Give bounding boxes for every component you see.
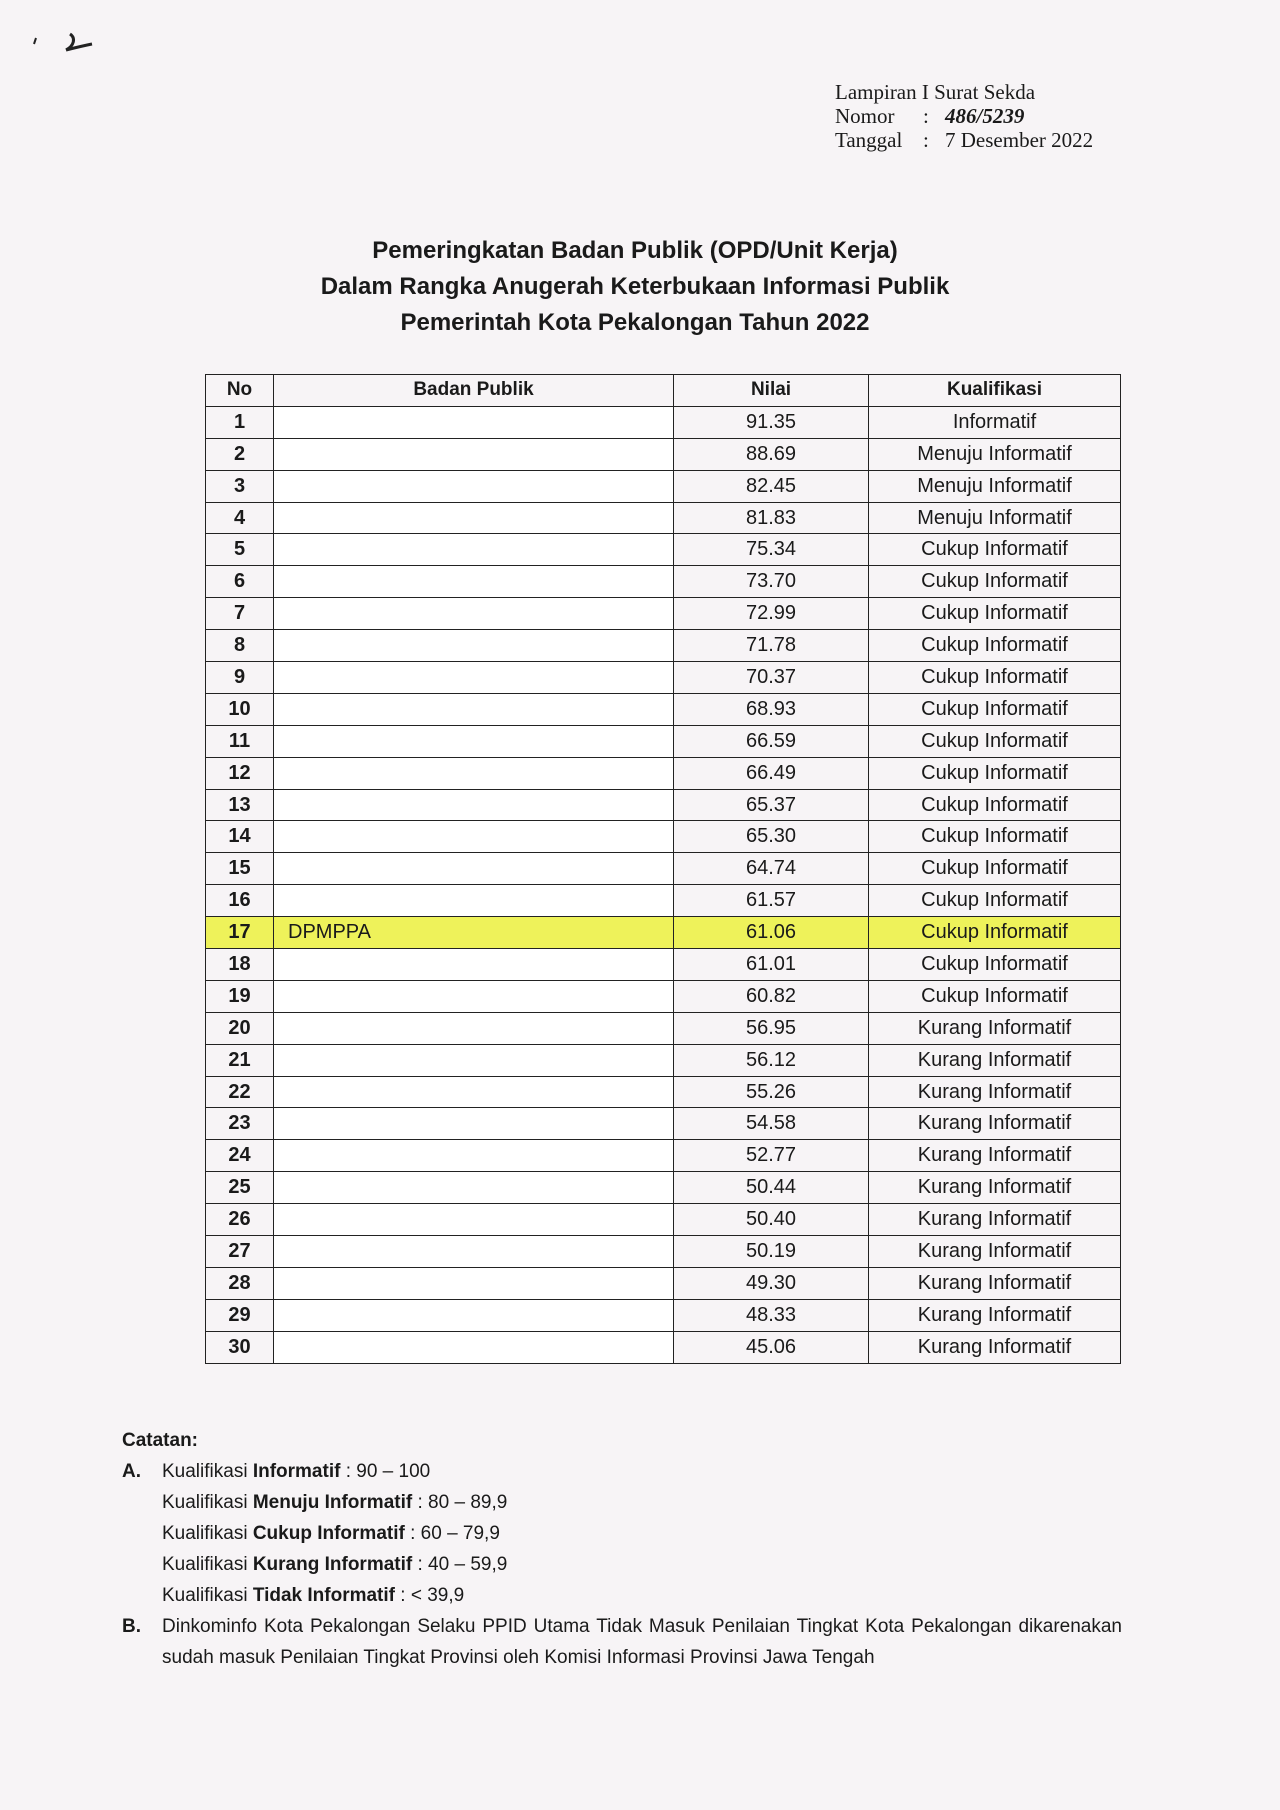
cell-no: 11 xyxy=(206,725,274,757)
cell-nilai: 66.49 xyxy=(674,757,869,789)
cell-kualifikasi: Kurang Informatif xyxy=(869,1044,1121,1076)
cell-badan-publik xyxy=(274,1140,674,1172)
range-value: : 80 – 89,9 xyxy=(412,1492,508,1513)
table-row xyxy=(206,1044,1121,1076)
title-line-3: Pemerintah Kota Pekalongan Tahun 2022 xyxy=(400,309,870,336)
cell-kualifikasi: Kurang Informatif xyxy=(869,1331,1121,1363)
table-row xyxy=(206,917,1121,949)
table-row xyxy=(206,980,1121,1012)
range-value: : 40 – 59,9 xyxy=(412,1554,508,1575)
cell-nilai: 55.26 xyxy=(674,1076,869,1108)
cell-badan-publik xyxy=(274,980,674,1012)
cell-no: 8 xyxy=(206,630,274,662)
cell-kualifikasi: Menuju Informatif xyxy=(869,502,1121,534)
cell-badan-publik xyxy=(274,662,674,694)
cell-nilai: 54.58 xyxy=(674,1108,869,1140)
table-row xyxy=(206,853,1121,885)
cell-badan-publik xyxy=(274,853,674,885)
cell-badan-publik xyxy=(274,406,674,438)
cell-nilai: 50.44 xyxy=(674,1172,869,1204)
cell-kualifikasi: Cukup Informatif xyxy=(869,566,1121,598)
range-prefix: Kualifikasi xyxy=(162,1554,253,1575)
cell-kualifikasi: Kurang Informatif xyxy=(869,1012,1121,1044)
header-nilai: Nilai xyxy=(674,375,869,407)
cell-badan-publik xyxy=(274,1044,674,1076)
table-row xyxy=(206,1140,1121,1172)
header-no: No xyxy=(206,375,274,407)
cell-nilai: 61.57 xyxy=(674,885,869,917)
cell-no: 15 xyxy=(206,853,274,885)
cell-nilai: 73.70 xyxy=(674,566,869,598)
cell-badan-publik xyxy=(274,789,674,821)
cell-nilai: 65.37 xyxy=(674,789,869,821)
lampiran-text: Lampiran I Surat Sekda xyxy=(835,80,1036,104)
table-row xyxy=(206,470,1121,502)
cell-kualifikasi: Cukup Informatif xyxy=(869,853,1121,885)
cell-no: 16 xyxy=(206,885,274,917)
note-b xyxy=(122,1611,1122,1673)
cell-kualifikasi: Cukup Informatif xyxy=(869,980,1121,1012)
cell-nilai: 61.06 xyxy=(674,917,869,949)
cell-no: 13 xyxy=(206,789,274,821)
cell-kualifikasi: Informatif xyxy=(869,406,1121,438)
note-a-body xyxy=(162,1456,1122,1611)
cell-nilai: 88.69 xyxy=(674,438,869,470)
cell-no: 14 xyxy=(206,821,274,853)
ranking-table-wrapper xyxy=(205,374,1120,1364)
nomor-label: Nomor xyxy=(835,104,895,128)
cell-badan-publik xyxy=(274,1331,674,1363)
nomor-line xyxy=(835,104,1093,128)
document-title xyxy=(250,233,1020,341)
pen-mark-icon xyxy=(30,28,100,58)
cell-kualifikasi: Cukup Informatif xyxy=(869,789,1121,821)
cell-no: 17 xyxy=(206,917,274,949)
cell-no: 5 xyxy=(206,534,274,566)
cell-kualifikasi: Kurang Informatif xyxy=(869,1076,1121,1108)
notes-heading: Catatan: xyxy=(122,1430,199,1451)
table-row xyxy=(206,662,1121,694)
tanggal-line xyxy=(835,128,1093,152)
cell-kualifikasi: Cukup Informatif xyxy=(869,725,1121,757)
notes-section xyxy=(122,1425,1122,1673)
cell-no: 4 xyxy=(206,502,274,534)
cell-nilai: 56.12 xyxy=(674,1044,869,1076)
cell-kualifikasi: Cukup Informatif xyxy=(869,917,1121,949)
table-row xyxy=(206,725,1121,757)
cell-nilai: 75.34 xyxy=(674,534,869,566)
table-row xyxy=(206,1331,1121,1363)
table-row xyxy=(206,1076,1121,1108)
table-row xyxy=(206,693,1121,725)
cell-no: 21 xyxy=(206,1044,274,1076)
cell-badan-publik xyxy=(274,757,674,789)
table-row xyxy=(206,1299,1121,1331)
cell-kualifikasi: Cukup Informatif xyxy=(869,693,1121,725)
cell-badan-publik xyxy=(274,1012,674,1044)
cell-nilai: 64.74 xyxy=(674,853,869,885)
cell-nilai: 65.30 xyxy=(674,821,869,853)
nomor-value: 486/5239 xyxy=(945,104,1025,128)
qualification-range-line xyxy=(162,1456,1122,1487)
table-row xyxy=(206,630,1121,662)
table-row xyxy=(206,1267,1121,1299)
cell-badan-publik xyxy=(274,1204,674,1236)
cell-kualifikasi: Kurang Informatif xyxy=(869,1236,1121,1268)
cell-badan-publik xyxy=(274,1236,674,1268)
table-row xyxy=(206,534,1121,566)
table-row xyxy=(206,885,1121,917)
cell-nilai: 56.95 xyxy=(674,1012,869,1044)
cell-no: 30 xyxy=(206,1331,274,1363)
range-category: Tidak Informatif xyxy=(252,1585,395,1606)
range-prefix: Kualifikasi xyxy=(162,1523,253,1544)
table-row xyxy=(206,1236,1121,1268)
cell-nilai: 70.37 xyxy=(674,662,869,694)
note-a xyxy=(122,1456,1122,1611)
title-line-2: Dalam Rangka Anugerah Keterbukaan Informasi Publik xyxy=(320,273,950,300)
table-row xyxy=(206,438,1121,470)
table-row xyxy=(206,566,1121,598)
letter-reference xyxy=(835,80,1093,152)
cell-badan-publik xyxy=(274,725,674,757)
range-category: Informatif xyxy=(252,1461,341,1482)
table-body xyxy=(206,406,1121,1363)
cell-no: 22 xyxy=(206,1076,274,1108)
range-value: : < 39,9 xyxy=(395,1585,465,1606)
cell-kualifikasi: Kurang Informatif xyxy=(869,1108,1121,1140)
cell-kualifikasi: Cukup Informatif xyxy=(869,662,1121,694)
cell-kualifikasi: Cukup Informatif xyxy=(869,821,1121,853)
cell-no: 25 xyxy=(206,1172,274,1204)
tanggal-label: Tanggal xyxy=(835,128,903,152)
cell-no: 2 xyxy=(206,438,274,470)
cell-no: 1 xyxy=(206,406,274,438)
tanggal-separator: : xyxy=(923,128,929,152)
cell-nilai: 52.77 xyxy=(674,1140,869,1172)
cell-no: 18 xyxy=(206,949,274,981)
cell-no: 26 xyxy=(206,1204,274,1236)
tanggal-value: 7 Desember 2022 xyxy=(945,128,1094,152)
cell-nilai: 91.35 xyxy=(674,406,869,438)
range-category: Kurang Informatif xyxy=(252,1554,413,1575)
cell-badan-publik xyxy=(274,1108,674,1140)
cell-badan-publik: DPMPPA xyxy=(274,917,674,949)
cell-no: 12 xyxy=(206,757,274,789)
table-row xyxy=(206,502,1121,534)
cell-kualifikasi: Kurang Informatif xyxy=(869,1267,1121,1299)
table-row xyxy=(206,406,1121,438)
cell-nilai: 66.59 xyxy=(674,725,869,757)
cell-badan-publik xyxy=(274,630,674,662)
table-row xyxy=(206,789,1121,821)
table-row xyxy=(206,1172,1121,1204)
title-line-1: Pemeringkatan Badan Publik (OPD/Unit Kerja) xyxy=(372,237,898,264)
cell-nilai: 61.01 xyxy=(674,949,869,981)
cell-nilai: 82.45 xyxy=(674,470,869,502)
cell-nilai: 45.06 xyxy=(674,1331,869,1363)
table-row xyxy=(206,1108,1121,1140)
lampiran-line xyxy=(835,80,1093,104)
cell-nilai: 60.82 xyxy=(674,980,869,1012)
cell-badan-publik xyxy=(274,1172,674,1204)
range-prefix: Kualifikasi xyxy=(162,1461,253,1482)
cell-badan-publik xyxy=(274,534,674,566)
range-category: Cukup Informatif xyxy=(252,1523,405,1544)
cell-badan-publik xyxy=(274,1267,674,1299)
cell-no: 3 xyxy=(206,470,274,502)
cell-kualifikasi: Menuju Informatif xyxy=(869,470,1121,502)
table-row xyxy=(206,757,1121,789)
range-value: : 60 – 79,9 xyxy=(404,1523,500,1544)
cell-no: 7 xyxy=(206,598,274,630)
cell-no: 10 xyxy=(206,693,274,725)
note-b-letter: B. xyxy=(122,1616,141,1637)
cell-no: 19 xyxy=(206,980,274,1012)
cell-no: 29 xyxy=(206,1299,274,1331)
cell-nilai: 48.33 xyxy=(674,1299,869,1331)
cell-no: 20 xyxy=(206,1012,274,1044)
cell-badan-publik xyxy=(274,821,674,853)
cell-kualifikasi: Cukup Informatif xyxy=(869,598,1121,630)
cell-nilai: 81.83 xyxy=(674,502,869,534)
cell-badan-publik xyxy=(274,949,674,981)
cell-nilai: 71.78 xyxy=(674,630,869,662)
note-a-letter: A. xyxy=(122,1461,141,1482)
header-badan-publik: Badan Publik xyxy=(274,375,674,407)
cell-no: 23 xyxy=(206,1108,274,1140)
cell-nilai: 68.93 xyxy=(674,693,869,725)
qualification-range-line xyxy=(162,1518,1122,1549)
cell-badan-publik xyxy=(274,1299,674,1331)
table-row xyxy=(206,821,1121,853)
cell-nilai: 49.30 xyxy=(674,1267,869,1299)
qualification-range-line xyxy=(162,1580,1122,1611)
table-row xyxy=(206,1012,1121,1044)
cell-badan-publik xyxy=(274,885,674,917)
table-row xyxy=(206,1204,1121,1236)
header-kualifikasi: Kualifikasi xyxy=(869,375,1121,407)
cell-no: 27 xyxy=(206,1236,274,1268)
cell-kualifikasi: Kurang Informatif xyxy=(869,1204,1121,1236)
range-value: : 90 – 100 xyxy=(340,1461,431,1482)
cell-kualifikasi: Kurang Informatif xyxy=(869,1299,1121,1331)
cell-no: 28 xyxy=(206,1267,274,1299)
table-row xyxy=(206,598,1121,630)
table-row xyxy=(206,949,1121,981)
cell-badan-publik xyxy=(274,470,674,502)
cell-badan-publik xyxy=(274,502,674,534)
cell-kualifikasi: Cukup Informatif xyxy=(869,534,1121,566)
qualification-range-line xyxy=(162,1487,1122,1518)
cell-kualifikasi: Cukup Informatif xyxy=(869,885,1121,917)
cell-badan-publik xyxy=(274,598,674,630)
cell-badan-publik xyxy=(274,693,674,725)
qualification-range-line xyxy=(162,1549,1122,1580)
range-prefix: Kualifikasi xyxy=(162,1492,253,1513)
cell-nilai: 72.99 xyxy=(674,598,869,630)
range-prefix: Kualifikasi xyxy=(162,1585,253,1606)
cell-kualifikasi: Kurang Informatif xyxy=(869,1172,1121,1204)
cell-kualifikasi: Menuju Informatif xyxy=(869,438,1121,470)
cell-no: 6 xyxy=(206,566,274,598)
cell-badan-publik xyxy=(274,438,674,470)
note-b-text: Dinkominfo Kota Pekalongan Selaku PPID Utama Tidak Masuk Penilaian Tingkat Kota Pekalongan dikarenakan sudah masuk Penilaian Tingkat Provinsi oleh Komisi Informasi Provinsi Jawa Tengah xyxy=(162,1616,1122,1668)
cell-badan-publik xyxy=(274,566,674,598)
ranking-table xyxy=(205,374,1121,1364)
cell-kualifikasi: Cukup Informatif xyxy=(869,630,1121,662)
cell-kualifikasi: Cukup Informatif xyxy=(869,757,1121,789)
cell-no: 9 xyxy=(206,662,274,694)
nomor-separator: : xyxy=(923,104,929,128)
cell-nilai: 50.19 xyxy=(674,1236,869,1268)
table-header-row xyxy=(206,375,1121,407)
cell-nilai: 50.40 xyxy=(674,1204,869,1236)
cell-no: 24 xyxy=(206,1140,274,1172)
cell-badan-publik xyxy=(274,1076,674,1108)
range-category: Menuju Informatif xyxy=(252,1492,413,1513)
cell-kualifikasi: Cukup Informatif xyxy=(869,949,1121,981)
cell-kualifikasi: Kurang Informatif xyxy=(869,1140,1121,1172)
